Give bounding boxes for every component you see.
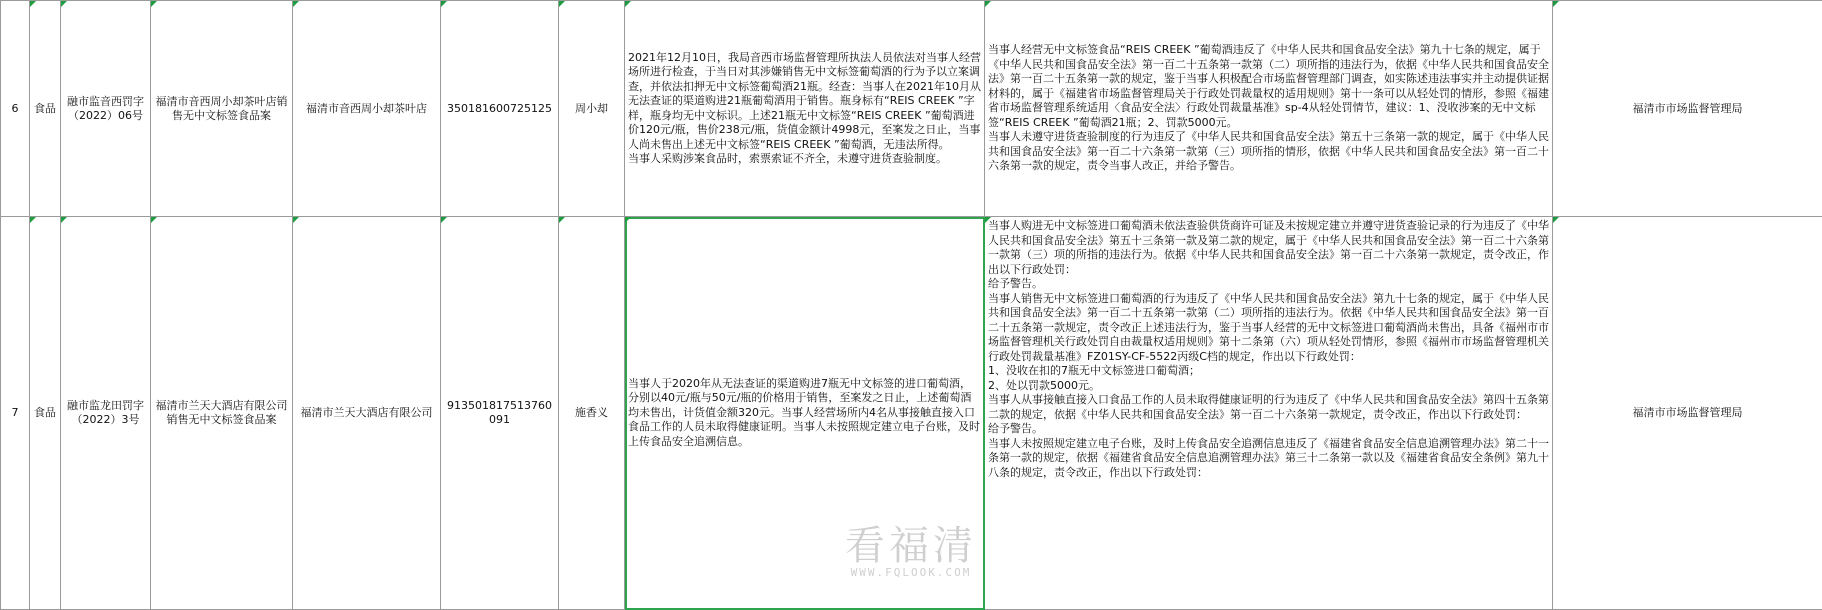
cell-violation-facts[interactable] (625, 1, 985, 217)
cell-authority[interactable]: 福清市市场监督管理局 (1553, 217, 1822, 610)
cell-case-name[interactable]: 福清市音西周小却茶叶店销售无中文标签食品案 (151, 1, 293, 217)
violation-facts-text: 2021年12月10日，我局音西市场监督管理所执法人员依法对当事人经营场所进行检查，于当日对其涉嫌销售无中文标签葡萄酒的行为予以立案调查，并依法扣押无中文标签葡萄酒21瓶。经查：当事人在2021年10月从无法查证的渠道购进21瓶葡萄酒用于销售。瓶身标有“REIS CREEK ”字样，瓶身均无中文标识。上述21瓶无中文标签“REIS CREEK ”葡萄酒进价120元/瓶，售价238元/瓶，货值金额计4998元，至案发之日止，当事人尚未售出上述无中文标签“REIS CREEK ”葡萄酒，无违法所得。 当事人采购涉案食品时，索票索证不齐全，未遵守进货查验制度。 (628, 51, 981, 167)
cell-party-name[interactable]: 福清市兰天大酒店有限公司 (293, 217, 441, 610)
watermark-logo-text: 看福清 (845, 526, 977, 566)
cell-credit-code[interactable]: 913501817513760091 (441, 217, 559, 610)
cell-category[interactable]: 食品 (30, 1, 61, 217)
cell-penalty-decision[interactable] (985, 217, 1553, 610)
violation-facts-text: 当事人于2020年从无法查证的渠道购进7瓶无中文标签的进口葡萄酒，分别以40元/瓶与50元/瓶的价格用于销售，至案发之日止，上述葡萄酒均未售出，计货值金额320元。当事人经营场所内4名从事接触直接入口食品工作的人员未取得健康证明。当事人未按照规定建立电子台账，及时上传食品安全追溯信息。 (628, 377, 981, 450)
cell-row-number[interactable]: 7 (1, 217, 30, 610)
watermark-url: WWW.FQLOOK.COM (845, 566, 977, 579)
cell-category[interactable]: 食品 (30, 217, 61, 610)
cell-authority[interactable]: 福清市市场监督管理局 (1553, 1, 1822, 217)
cell-credit-code[interactable]: 350181600725125 (441, 1, 559, 217)
cell-party-name[interactable]: 福清市音西周小却茶叶店 (293, 1, 441, 217)
cell-legal-representative[interactable]: 施香义 (559, 217, 625, 610)
penalty-decision-text: 当事人经营无中文标签食品“REIS CREEK ”葡萄酒违反了《中华人民共和国食品安全法》第九十七条的规定，属于《中华人民共和国食品安全法》第一百二十五条第一款第（二）项所指的违法行为，依据《中华人民共和国食品安全法》第一百二十五条第一款的规定，鉴于当事人积极配合市场监督管理部门调查，如实陈述违法事实并主动提供证据材料的，属于《福建省市场监督管理局关于行政处罚裁量权的适用规则》第十一条可以从轻处罚的情形，参照《福建省市场监督管理系统适用〈食品安全法〉行政处罚裁量基准》sp-4从轻处罚情节，建议：1、没收涉案的无中文标签“REIS CREEK ”葡萄酒21瓶；2、罚款5000元。 当事人未遵守进货查验制度的行为违反了《中华人民共和国食品安全法》第五十三条第一款的规定，属于《中华人民共和国食品安全法》第一百二十六条第一款第（三）项所指的情形，依据《中华人民共和国食品安全法》第一百二十六条第一款的规定，责令当事人改正，并给予警告。 (988, 43, 1549, 174)
cell-case-name[interactable]: 福清市兰天大酒店有限公司销售无中文标签食品案 (151, 217, 293, 610)
penalty-decision-text: 当事人购进无中文标签进口葡萄酒未依法查验供货商许可证及未按规定建立并遵守进货查验记录的行为违反了《中华人民共和国食品安全法》第五十三条第一款及第二款的规定，属于《中华人民共和国食品安全法》第一百二十六条第一款第（三）项的所指的违法行为。依据《中华人民共和国食品安全法》第一百二十六条第一款规定，责令改正，作出以下行政处罚： 给予警告。 当事人销售无中文标签进口葡萄酒的行为违反了《中华人民共和国食品安全法》第九十七条的规定，属于《中华人民共和国食品安全法》第一百二十五条第一款第（二）项所指的违法行为。依据《中华人民共和国食品安全法》第一百二十五条第一款规定，责令改正上述违法行为，鉴于当事人经营的无中文标签进口葡萄酒尚未售出，具备《福州市市场监督管理机关行政处罚自由裁量权适用规则》第十二条第（六）项从轻处罚情形，参照《福州市市场监督管理机关行政处罚裁量基准》FZ01SY-CF-5522丙级C档的规定，作出以下行政处罚： 1、没收在扣的7瓶无中文标签进口葡萄酒； 2、处以罚款5000元。 当事人从事接触直接入口食品工作的人员未取得健康证明的行为违反了《中华人民共和国食品安全法》第四十五条第二款的规定，依据《中华人民共和国食品安全法》第一百二十六条第一款规定，责令改正，作出以下行政处罚： 给予警告。 当事人未按照规定建立电子台账，及时上传食品安全追溯信息违反了《福建省食品安全信息追溯管理办法》第二十一条第一款的规定，依据《福建省食品安全信息追溯管理办法》第三十二条第一款以及《福建省食品安全条例》第九十八条的规定，责令改正，作出以下行政处罚： (988, 219, 1549, 480)
cell-row-number[interactable]: 6 (1, 1, 30, 217)
site-watermark (845, 526, 977, 579)
cell-document-number[interactable]: 融市监音西罚字（2022）06号 (61, 1, 151, 217)
cell-legal-representative[interactable]: 周小却 (559, 1, 625, 217)
cell-penalty-decision[interactable] (985, 1, 1553, 217)
table-row (1, 1, 1822, 217)
cell-document-number[interactable]: 融市监龙田罚字（2022）3号 (61, 217, 151, 610)
